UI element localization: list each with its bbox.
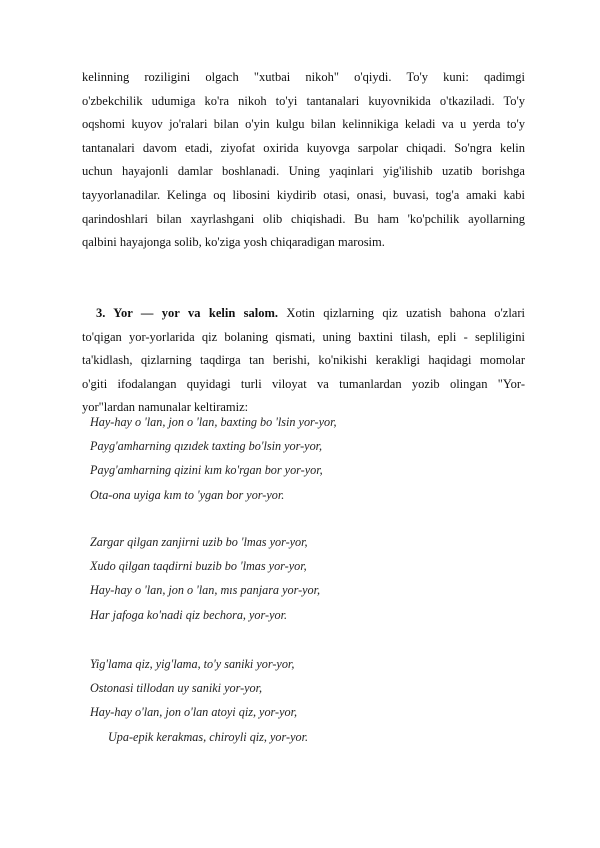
poem-line: Ota-ona uyiga kım to 'ygan bor yor-yor.: [90, 487, 285, 502]
paragraph-line: o'zbekchilik udumiga ko'ra nikoh to'yi tantanalari kuyovnikida o'tkaziladi. To'y: [82, 93, 525, 108]
paragraph-line: ta'kidlash, qizlarning taqdirga tan berishi, ko'nikishi kerakligi haqidagi momolar: [82, 353, 525, 368]
paragraph-line: uchun hayajonli damlar boshlanadi. Uning yaqinlari yig'ilishib uzatib borishga: [82, 164, 525, 179]
paragraph-line: tantanalari davom etadi, ziyofat oxirida kuyovga sarpolar chiqadi. So'ngra kelin: [82, 140, 525, 155]
paragraph-line-text: Xotin qizlarning qiz uzatish bahona o'zlari: [278, 306, 525, 320]
section-heading: 3. Yor — yor va kelin salom.: [96, 306, 279, 320]
poem-stanza-1: [90, 410, 520, 507]
poem-stanza-2: [90, 530, 520, 627]
poem-line: Hay-hay o 'lan, jon o 'lan, mıs panjara yor-yor,: [90, 583, 321, 598]
poem-stanza-3: [90, 652, 520, 749]
poem-line: Upa-epik kerakmas, chiroyli qiz, yor-yor.: [108, 729, 309, 744]
poem-line: Har jafoga ko'nadi qiz bechora, yor-yor.: [90, 607, 288, 622]
poem-line: Xudo qilgan taqdirni buzib bo 'lmas yor-yor,: [90, 559, 307, 574]
poem-line: Zargar qilgan zanjirni uzib bo 'lmas yor-yor,: [90, 535, 308, 549]
paragraph-line: qarindoshlari bilan xayrlashgani olib chiqishadi. Bu ham 'ko'pchilik ayollarning: [82, 211, 525, 226]
paragraph-line: kelinning roziligini olgach "xutbai nikoh" o'qiydi. To'y kuni: qadimgi: [82, 70, 525, 84]
poem-line: Ostonasi tillodan uy saniki yor-yor,: [90, 681, 263, 696]
paragraph-line: o'giti ifodalangan quyidagi turli viloyat va tumanlardan yozib olingan "Yor-: [82, 376, 525, 391]
paragraph-line: to'qigan yor-yorlarida qiz bolaning qismati, uning baxtini tilash, epli - sepliligini: [82, 329, 525, 344]
poem-line: Hay-hay o 'lan, jon o 'lan, baxting bo 'lsin yor-yor,: [90, 415, 337, 429]
poem-line: Hay-hay o'lan, jon o'lan atoyi qiz, yor-yor,: [90, 705, 298, 720]
paragraph-line: tayyorlanadilar. Kelinga oq libosini kiydirib otasi, onasi, buvasi, tog'a amaki kabi: [82, 187, 525, 202]
poem-line: Payg'amharning qizini kım ko'rgan bor yor-yor,: [90, 463, 323, 478]
poem-line: Yig'lama qiz, yig'lama, to'y saniki yor-yor,: [90, 657, 295, 671]
paragraph-first-line: [82, 302, 525, 326]
paragraph-wedding-customs: [82, 66, 525, 255]
paragraph-line: qalbini hayajonga solib, ko'ziga yosh chiqaradigan marosim.: [82, 235, 385, 250]
paragraph-line: oqshomi kuyov jo'ralari bilan o'yin kulgu bilan kelinnikiga keladi va u yerda to'y: [82, 117, 525, 132]
paragraph-yor-yor: [82, 302, 525, 420]
paragraph-line: yor"lardan namunalar keltiramiz:: [82, 400, 249, 415]
poem-line: Payg'amharning qızıdek taxting bo'lsin yor-yor,: [90, 439, 323, 454]
